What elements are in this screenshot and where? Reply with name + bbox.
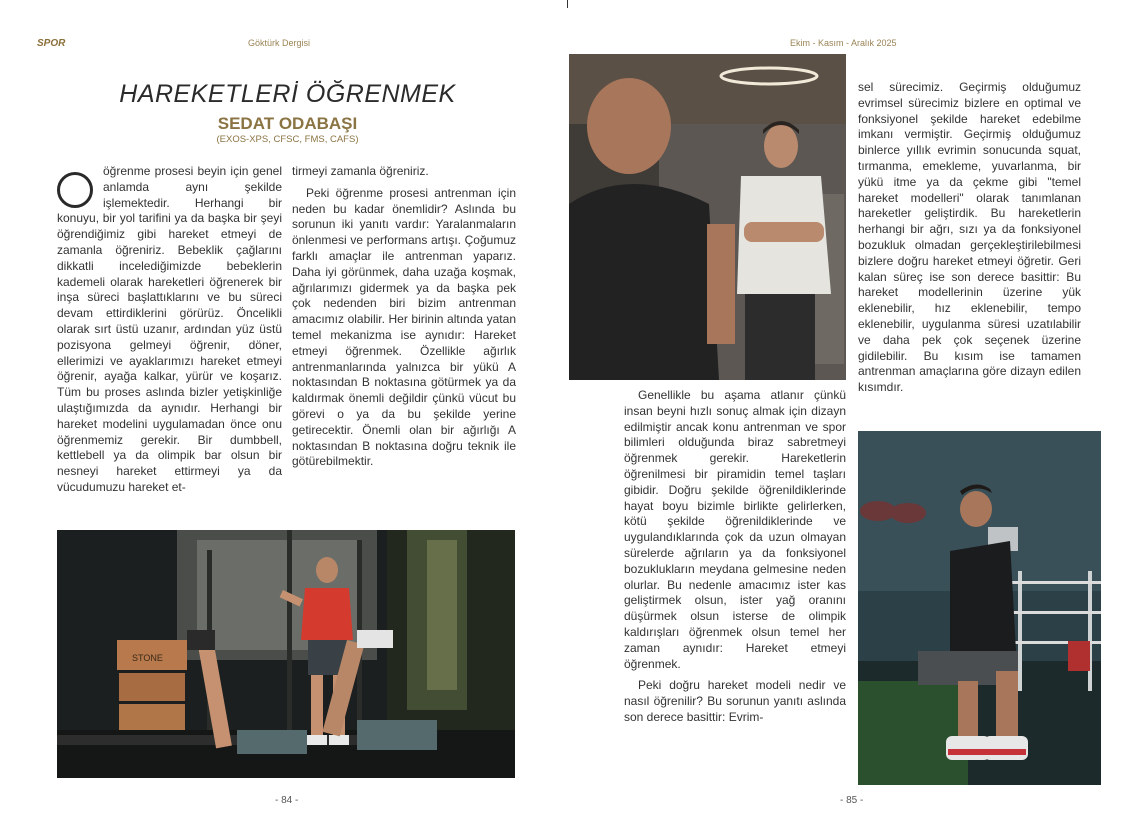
stone-box-label: STONE — [132, 653, 163, 663]
gym-training-illustration — [57, 530, 515, 778]
intro-text: öğrenme prosesi beyin için genel anlamda aynı şekilde işlemektedir. Herhangi bir konuyu, bir yol tarifini ya da başka bir şeyi öğrendiğimiz gibi hareket etmeyi de zamanla öğreniriz. Bebeklik çağlarını dikkatli incelediğimizde bebeklerin kademeli olarak hareketleri öğrenerek bir inşa süreci başlattıklarını ve bu süreci devam ettirdiklerini görürüz. Öncelikli olarak sırt üstü uzanır, ardından yüz üstü pozisyona gelmeyi öğrenir, döner, ellerimizi ve ayaklarımızı hareket etmeyi öğrenir, ayağa kalkar, yürür ve koşarız. Tüm bu proses aslında bizler yetişkinliğe ulaştığımızda da aynıdır. Herhangi bir hareket modelini uygulamadan önce onu öğrenmemiz gerekir. Bir dumbbell, kettlebell ya da olimpik bar olsun bir nesneyi hareket ettirmeyi ya da vücudumuzu hareket et- — [57, 164, 282, 494]
right-column-1 — [624, 388, 846, 732]
issue-date: Ekim - Kasım - Aralık 2025 — [790, 38, 897, 48]
right-col1-paragraph2: Peki doğru hareket modeli nedir ve nasıl öğrenilir? Bu sorunun yanıtı aslında son derece basittir: Evrim- — [624, 678, 846, 724]
page-gutter-mark — [567, 0, 568, 8]
col2-paragraph: Peki öğrenme prosesi antrenman için neden bu kadar önemlidir? Aslında bu sorunun iki yanıtı vardır: Yaralanmaların önlenmesi ve performans artışı. Çoğumuz farklı amaçlar ile antrenman yaparız. Daha iyi görünmek, daha uzağa koşmak, ağrılarımızı gidermek ya da başka pek çok nedenden biri bizim antrenman amacımız olabilir. Her birinin altında yatan temel mekanizma ise aynıdır: Hareket etmeyi öğrenmek. Özellikle ağırlık antrenmanlarında yalnızca bir yükü A noktasından B noktasına götürmek ya da kaldırmak önemli değildir çünkü vücut bu görevi o ya da bu şekilde yerine getirecektir. Önemli olan bir ağırlığı A noktasından B noktasına doğru teknik ile götürebilmektir. — [292, 185, 516, 469]
author-credentials: (EXOS-XPS, CFSC, FMS, CAFS) — [216, 134, 359, 145]
squat-photo — [858, 431, 1101, 785]
intro-paragraph — [57, 164, 282, 496]
left-column-2 — [292, 164, 516, 476]
right-page-number: - 85 - — [840, 795, 864, 806]
gym-training-photo — [57, 530, 515, 778]
drop-cap-o — [57, 172, 93, 208]
left-page-number: - 84 - — [275, 795, 299, 806]
right-column-2 — [858, 80, 1081, 402]
author-name: SEDAT ODABAŞI — [217, 114, 358, 133]
magazine-name: Göktürk Dergisi — [248, 38, 311, 48]
trainer-mirror-illustration — [569, 54, 846, 380]
left-column-1 — [57, 164, 282, 502]
squat-illustration — [858, 431, 1101, 785]
trainer-mirror-photo — [569, 54, 846, 380]
col2-continuation: tirmeyi zamanla öğreniriz. — [292, 164, 429, 178]
section-label: SPOR — [37, 38, 66, 49]
right-col2-paragraph: sel sürecimiz. Geçirmiş olduğumuz evrimsel sürecimiz bizlere en optimal ve fonksiyonel şekilde hareket edebilme imkanı vermiştir. Geçirmiş olduğumuz binlerce yıllık evrimin sonucunda squat, tırmanma, emekleme, yuvarlanma, bir yükü itme ya da çekme gibi "temel hareket modelleri" olarak tanımlanan hareketler geliştirdik. Bu hareketlerin herhangi bir ağrı, sızı ya da fonksiyonel bozukluk olmadan gerçekleştirilebilmesi bizlere doğru hareket etmeyi öğretir. Geri kalan süreç ise son derece basittir: Bu hareket modellerinin üzerine yük eklenebilir, hız eklenebilir, tempo eklenebilir, uygulanma süresi uzatılabilir ve daha pek çok seçenek üzerine gidilebilir. Bu kısım ise tamamen antrenman amaçlarına göre dizayn edilen kısımdır. — [858, 80, 1081, 395]
article-title: HAREKETLERİ ÖĞRENMEK — [119, 80, 456, 108]
right-col1-paragraph1: Genellikle bu aşama atlanır çünkü insan beyni hızlı sonuç almak için dizayn edilmiştir ancak konu antrenman ve spor bilimleri olduğunda biraz sabretmeyi öğrenmek gerekir. Hareketlerin öğrenilmesi bir piramidin temel taşları gibidir. Doğru şekilde öğrenildiklerinde hayat boyu bizimle birlikte gelirlerken, kötü şekilde öğrenildiklerinde ve uygulandıklarında çok da uzun olmayan sürelerde ağrıların ya da fonksiyonel bozuklukların meydana gelmesine neden olurlar. Bu nedenle amacımız ister kas geliştirmek olsun, ister yağ oranını düşürmek olsun isterse de olimpik kaldırışları öğrenmek olsun temel her zaman aynıdır: Hareket etmeyi öğrenmek. — [624, 388, 846, 671]
